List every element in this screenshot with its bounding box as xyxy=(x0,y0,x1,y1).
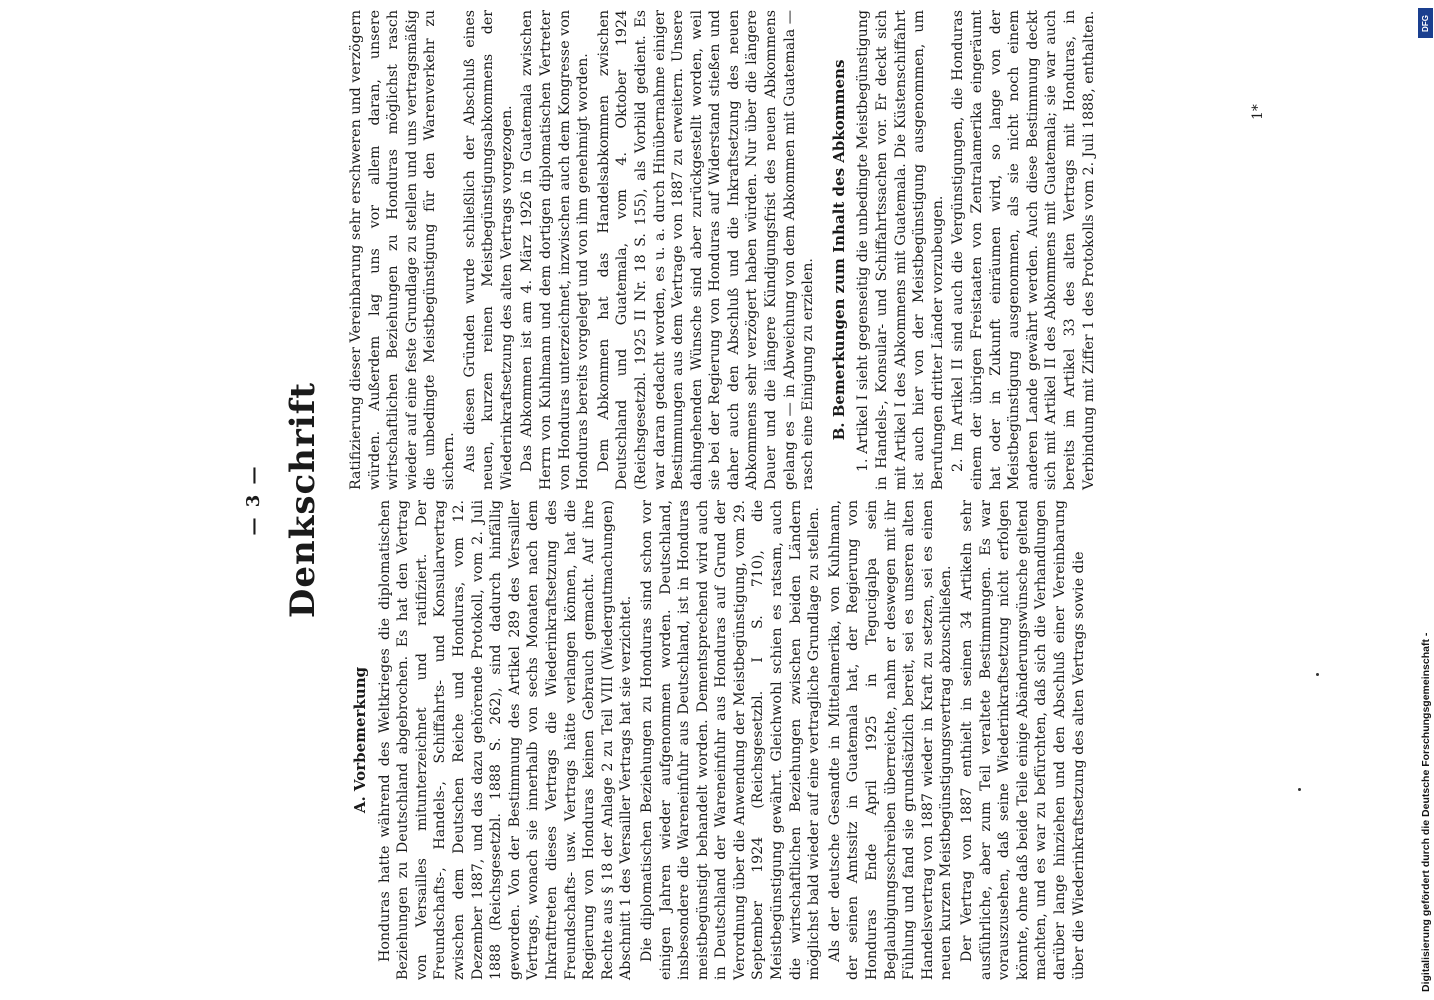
section-heading-b: B. Bemerkungen zum Inhalt des Abkommens xyxy=(829,59,848,441)
page-number: — 3 — xyxy=(243,464,264,536)
scan-speck xyxy=(1298,788,1301,791)
paragraph: Ratifizierung dieser Vereinbarung sehr erschweren und verzögern würden. Außerdem lag uns vor allem daran, unsere wirtschaftlichen Beziehungen zu Honduras möglichst rasch wieder auf eine feste Grundlage zu stellen und uns vertragsmäßig die unbedingte Meistbegünstigung für den Warenverkehr zu sichern. xyxy=(348,10,457,490)
left-column xyxy=(347,500,1090,980)
page-title: Denkschrift xyxy=(283,381,323,619)
paragraph: Der Vertrag von 1887 enthielt in seinen 34 Artikeln sehr ausführliche, aber zum Teil veraltete Bestimmungen. Es war vorauszusehen, daß seine Wiederinkraftsetzung nicht erfolgen könnte, ohne daß beide Teile einige Abänderungswünsche geltend machten, und es war zu befürchten, daß sich die Verhandlungen darüber lange hinziehen und den Abschluß einer Vereinbarung über die Wiederinkraftsetzung des alten Vertrags sowie die xyxy=(959,500,1087,980)
right-column xyxy=(347,10,1100,490)
rotated-page xyxy=(235,0,1275,1000)
paragraph: 1. Artikel I sieht gegenseitig die unbedingte Meistbegünstigung in Handels-, Konsular- und Schiffahrtssachen vor. Er deckt sich mit Artikel I des Abkommens mit Guatemala. Die Küstenschiffahrt ist auch hier von der Meistbegünstigung ausgenommen, um Berufungen dritter Länder vorzubeugen. xyxy=(855,10,946,490)
paragraph: Die diplomatischen Beziehungen zu Honduras sind schon vor einigen Jahren wieder aufgenommen worden. Deutschland, insbesondere die Wareneinfuhr aus Deutschland, ist in Honduras meistbegünstigt behandelt worden. Dementsprechend wird auch in Deutschland der Wareneinfuhr aus Honduras auf Grund der Verordnung über die Anwendung der Meistbegünstigung, vom 29. September 1924 (Reichsgesetzbl. I S. 710), die Meistbegünstigung gewährt. Gleichwohl schien es ratsam, auch die wirtschaftlichen Beziehungen zwischen beiden Ländern möglichst bald wieder auf eine vertragliche Grundlage zu stellen. xyxy=(638,500,823,980)
scan-speck xyxy=(1316,673,1319,676)
paragraph: Aus diesen Gründen wurde schließlich der Abschluß eines neuen, kurzen reinen Meistbegünstigungsabkommens der Wiederinkraftsetzung des alten Vertrags vorgezogen. xyxy=(461,10,515,490)
dfg-logo: DFG xyxy=(1418,8,1433,38)
section-heading-a: A. Vorbemerkung xyxy=(351,666,369,814)
paragraph: Dem Abkommen hat das Handelsabkommen zwischen Deutschland und Guatemala, vom 4. Oktober 1924 (Reichsgesetzbl. 1925 II Nr. 18 S. 155), als Vorbild gedient. Es war daran gedacht worden, es u. a. durch Hinübernahme einiger Bestimmungen aus dem Vertrage von 1887 zu erweitern. Unsere dahingehenden Wünsche sind aber zurückgestellt worden, weil sie bei der Regierung von Honduras auf Widerstand stießen und daher auch den Abschluß und die Inkraftsetzung des neuen Abkommens sehr verzögert haben würden. Nur über die längere Dauer und die längere Kündigungsfrist des neuen Abkommens gelang es — in Abweichung von dem Abkommen mit Guatemala — rasch eine Einigung zu erzielen. xyxy=(595,10,817,490)
page-footmark: 1* xyxy=(1250,104,1266,120)
paragraph: Das Abkommen ist am 4. März 1926 in Guatemala zwischen Herrn von Kuhlmann und dem dortigen diplomatischen Vertreter von Honduras unterzeichnet, inzwischen auch dem Kongresse von Honduras bereits vorgelegt und von ihm genehmigt worden. xyxy=(519,10,592,490)
paragraph: Als der deutsche Gesandte in Mittelamerika, von Kuhlmann, der seinen Amtssitz in Guatemala hat, der Regierung von Honduras Ende April 1925 in Tegucigalpa sein Beglaubigungsschreiben überreichte, nahm er deswegen mit ihr Fühlung und fand sie grundsätzlich bereit, sei es unseren alten Handelsvertrag von 1887 wieder in Kraft zu setzen, sei es einen neuen kurzen Meistbegünstigungsvertrag abzuschließen. xyxy=(826,500,955,980)
paragraph: Honduras hatte während des Weltkrieges die diplomatischen Beziehungen zu Deutschland abgebrochen. Es hat den Vertrag von Versailles mitunterzeichnet und ratifiziert. Der Freundschafts-, Handels-, Schiffahrts- und Konsularvertrag zwischen dem Deutschen Reiche und Honduras, vom 12. Dezember 1887, und das dazu gehörende Protokoll, vom 2. Juli 1888 (Reichsgesetzbl. 1888 S. 262), sind dadurch hinfällig geworden. Von der Bestimmung des Artikel 289 des Versailler Vertrags, wonach sie innerhalb von sechs Monaten nach dem Inkrafttreten dieses Vertrags die Wiederinkraftsetzung des Freundschafts- usw. Vertrags hätte verlangen können, hat die Regierung von Honduras keinen Gebrauch gemacht. Auf ihre Rechte aus § 18 der Anlage 2 zu Teil VIII (Wiedergutmachungen) Abschnitt 1 des Versailler Vertrags hat sie verzichtet. xyxy=(376,500,635,980)
digitization-sidebar xyxy=(1416,0,1434,1000)
paragraph: 2. Im Artikel II sind auch die Vergünstigungen, die Honduras einem der übrigen Freistaaten von Zentralamerika eingeräumt hat oder in Zukunft einräumen wird, so lange von der Meistbegünstigung ausgenommen, als sie nicht noch einem anderen Lande gewährt werden. Auch diese Bestimmung deckt sich mit Artikel II des Abkommens mit Guatemala; sie war auch bereits im Artikel 33 des alten Vertrags mit Honduras, in Verbindung mit Ziffer 1 des Protokolls vom 2. Juli 1888, enthalten. xyxy=(950,10,1097,490)
digitization-credit: Digitalisierung gefördert durch die Deutsche Forschungsgemeinschaft - xyxy=(1420,632,1432,992)
